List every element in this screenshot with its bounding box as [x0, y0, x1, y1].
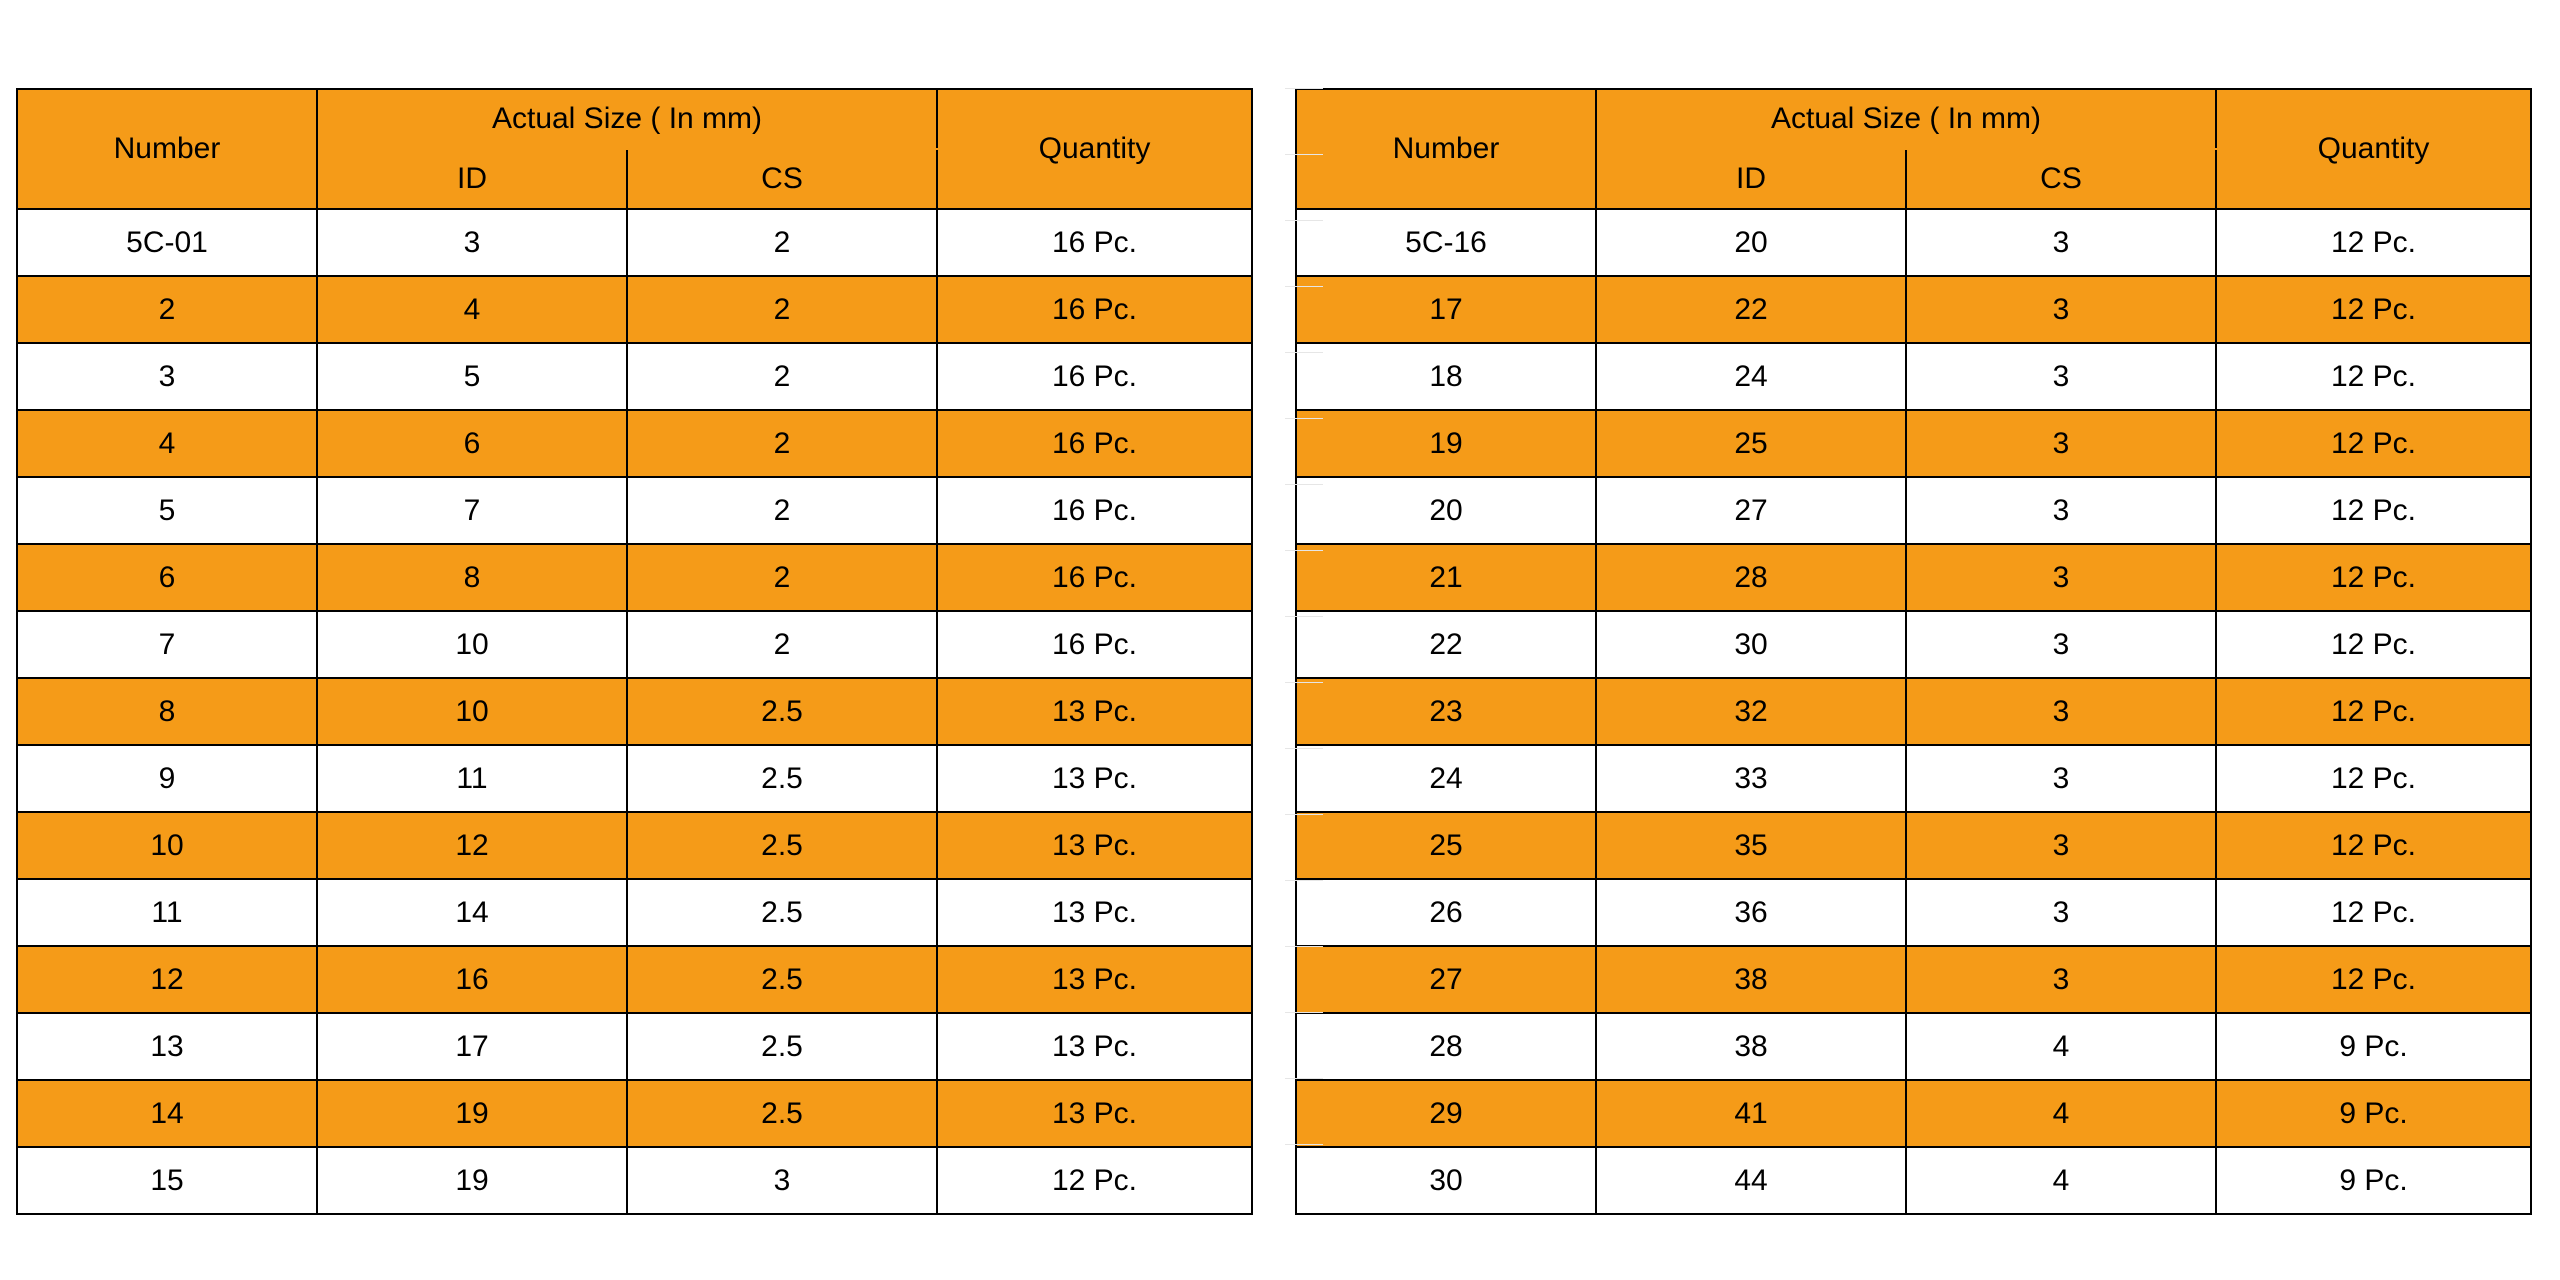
- cell-cs: 3: [1906, 745, 2216, 812]
- cell-quantity: 16 Pc.: [937, 544, 1252, 611]
- table-row: [1296, 745, 2531, 812]
- cell-number: 20: [1296, 477, 1596, 544]
- cell-quantity: 16 Pc.: [937, 611, 1252, 678]
- cell-id: 10: [317, 678, 627, 745]
- cell-id: 24: [1596, 343, 1906, 410]
- table-row: [17, 209, 1252, 276]
- cell-number: 5: [17, 477, 317, 544]
- cell-cs: 3: [1906, 343, 2216, 410]
- cell-id: 36: [1596, 879, 1906, 946]
- cell-cs: 4: [1906, 1013, 2216, 1080]
- header-quantity: Quantity: [937, 89, 1252, 209]
- table-row: [17, 678, 1252, 745]
- size-chart-right: [1295, 88, 2532, 1280]
- cell-quantity: 9 Pc.: [2216, 1013, 2531, 1080]
- cell-number: 25: [1296, 812, 1596, 879]
- cell-number: 11: [17, 879, 317, 946]
- cell-id: 38: [1596, 946, 1906, 1013]
- header-number: Number: [1296, 89, 1596, 209]
- table-row: [17, 276, 1252, 343]
- cell-cs: 3: [627, 1147, 937, 1214]
- table-row: [17, 1080, 1252, 1147]
- cell-id: 7: [317, 477, 627, 544]
- cell-quantity: 12 Pc.: [2216, 812, 2531, 879]
- cell-number: 17: [1296, 276, 1596, 343]
- cell-quantity: 12 Pc.: [2216, 745, 2531, 812]
- table-row: [1296, 678, 2531, 745]
- cell-id: 10: [317, 611, 627, 678]
- cell-number: 30: [1296, 1147, 1596, 1214]
- cell-id: 4: [317, 276, 627, 343]
- cell-cs: 2.5: [627, 678, 937, 745]
- cell-id: 19: [317, 1147, 627, 1214]
- cell-id: 27: [1596, 477, 1906, 544]
- table-row: [17, 611, 1252, 678]
- cell-quantity: 12 Pc.: [2216, 477, 2531, 544]
- table-row: [1296, 611, 2531, 678]
- cell-cs: 3: [1906, 946, 2216, 1013]
- size-table-right: [1295, 88, 2532, 1215]
- cell-number: 13: [17, 1013, 317, 1080]
- cell-id: 16: [317, 946, 627, 1013]
- cell-id: 28: [1596, 544, 1906, 611]
- cell-quantity: 16 Pc.: [937, 276, 1252, 343]
- cell-quantity: 13 Pc.: [937, 946, 1252, 1013]
- cell-number: 19: [1296, 410, 1596, 477]
- cell-cs: 2.5: [627, 946, 937, 1013]
- cell-number: 9: [17, 745, 317, 812]
- cell-number: 2: [17, 276, 317, 343]
- cell-number: 29: [1296, 1080, 1596, 1147]
- table-header-left: [17, 89, 1252, 209]
- cell-cs: 4: [1906, 1080, 2216, 1147]
- table-row: [17, 477, 1252, 544]
- cell-number: 28: [1296, 1013, 1596, 1080]
- table-row: [1296, 209, 2531, 276]
- header-cs: CS: [1906, 149, 2216, 209]
- cell-id: 32: [1596, 678, 1906, 745]
- cell-cs: 2.5: [627, 1080, 937, 1147]
- cell-cs: 2: [627, 611, 937, 678]
- table-row: [17, 410, 1252, 477]
- cell-cs: 3: [1906, 276, 2216, 343]
- cell-quantity: 9 Pc.: [2216, 1080, 2531, 1147]
- table-row: [17, 1147, 1252, 1214]
- cell-quantity: 12 Pc.: [2216, 209, 2531, 276]
- table-row: [1296, 812, 2531, 879]
- header-id: ID: [1596, 149, 1906, 209]
- cell-quantity: 13 Pc.: [937, 745, 1252, 812]
- cell-quantity: 12 Pc.: [2216, 343, 2531, 410]
- table-row: [1296, 879, 2531, 946]
- cell-cs: 3: [1906, 611, 2216, 678]
- cell-number: 22: [1296, 611, 1596, 678]
- header-number: Number: [17, 89, 317, 209]
- table-row: [17, 946, 1252, 1013]
- cell-quantity: 12 Pc.: [2216, 276, 2531, 343]
- cell-id: 11: [317, 745, 627, 812]
- cell-cs: 3: [1906, 812, 2216, 879]
- cell-number: 21: [1296, 544, 1596, 611]
- cell-id: 44: [1596, 1147, 1906, 1214]
- cell-cs: 2.5: [627, 879, 937, 946]
- table-row: [1296, 477, 2531, 544]
- table-row: [17, 343, 1252, 410]
- table-row: [1296, 946, 2531, 1013]
- cell-id: 8: [317, 544, 627, 611]
- cell-quantity: 13 Pc.: [937, 879, 1252, 946]
- cell-quantity: 12 Pc.: [2216, 879, 2531, 946]
- cell-quantity: 12 Pc.: [2216, 544, 2531, 611]
- cell-number: 6: [17, 544, 317, 611]
- cell-cs: 2: [627, 410, 937, 477]
- cell-quantity: 12 Pc.: [2216, 678, 2531, 745]
- cell-quantity: 12 Pc.: [937, 1147, 1252, 1214]
- cell-number: 23: [1296, 678, 1596, 745]
- table-row: [1296, 1080, 2531, 1147]
- cell-number: 5C-01: [17, 209, 317, 276]
- header-actual-size: Actual Size ( In mm): [317, 89, 937, 149]
- cell-id: 3: [317, 209, 627, 276]
- cell-id: 6: [317, 410, 627, 477]
- cell-cs: 2: [627, 544, 937, 611]
- cell-number: 3: [17, 343, 317, 410]
- cell-id: 20: [1596, 209, 1906, 276]
- cell-quantity: 12 Pc.: [2216, 410, 2531, 477]
- table-row: [1296, 276, 2531, 343]
- cell-id: 22: [1596, 276, 1906, 343]
- cell-quantity: 16 Pc.: [937, 209, 1252, 276]
- table-row: [17, 544, 1252, 611]
- header-id: ID: [317, 149, 627, 209]
- header-cs: CS: [627, 149, 937, 209]
- cell-number: 26: [1296, 879, 1596, 946]
- cell-quantity: 16 Pc.: [937, 477, 1252, 544]
- table-row: [1296, 410, 2531, 477]
- cell-cs: 3: [1906, 209, 2216, 276]
- table-body-right: [1296, 209, 2531, 1214]
- cell-cs: 2: [627, 276, 937, 343]
- cell-cs: 2.5: [627, 1013, 937, 1080]
- cell-quantity: 9 Pc.: [2216, 1147, 2531, 1214]
- cell-quantity: 13 Pc.: [937, 1013, 1252, 1080]
- size-chart-left: [16, 88, 1253, 1280]
- cell-id: 12: [317, 812, 627, 879]
- cell-cs: 2: [627, 477, 937, 544]
- cell-id: 25: [1596, 410, 1906, 477]
- header-actual-size: Actual Size ( In mm): [1596, 89, 2216, 149]
- table-row: [17, 745, 1252, 812]
- cell-number: 15: [17, 1147, 317, 1214]
- table-row: [1296, 1013, 2531, 1080]
- table-row: [17, 1013, 1252, 1080]
- cell-number: 18: [1296, 343, 1596, 410]
- cell-id: 41: [1596, 1080, 1906, 1147]
- cell-quantity: 16 Pc.: [937, 343, 1252, 410]
- table-row: [1296, 544, 2531, 611]
- cell-cs: 4: [1906, 1147, 2216, 1214]
- size-table-left: [16, 88, 1253, 1215]
- table-row: [17, 812, 1252, 879]
- cell-id: 33: [1596, 745, 1906, 812]
- cell-id: 35: [1596, 812, 1906, 879]
- cell-cs: 2.5: [627, 812, 937, 879]
- cell-number: 8: [17, 678, 317, 745]
- cell-cs: 3: [1906, 879, 2216, 946]
- cell-id: 19: [317, 1080, 627, 1147]
- table-header-right: [1296, 89, 2531, 209]
- cell-quantity: 13 Pc.: [937, 1080, 1252, 1147]
- cell-id: 17: [317, 1013, 627, 1080]
- cell-cs: 2: [627, 343, 937, 410]
- cell-quantity: 13 Pc.: [937, 812, 1252, 879]
- cell-cs: 3: [1906, 410, 2216, 477]
- cell-quantity: 12 Pc.: [2216, 611, 2531, 678]
- cell-cs: 2.5: [627, 745, 937, 812]
- cell-number: 4: [17, 410, 317, 477]
- cell-quantity: 16 Pc.: [937, 410, 1252, 477]
- cell-number: 14: [17, 1080, 317, 1147]
- cell-quantity: 12 Pc.: [2216, 946, 2531, 1013]
- cell-number: 5C-16: [1296, 209, 1596, 276]
- table-row: [17, 879, 1252, 946]
- table-row: [1296, 1147, 2531, 1214]
- cell-number: 24: [1296, 745, 1596, 812]
- table-row: [1296, 343, 2531, 410]
- cell-cs: 3: [1906, 678, 2216, 745]
- cell-number: 7: [17, 611, 317, 678]
- cell-id: 5: [317, 343, 627, 410]
- cell-cs: 2: [627, 209, 937, 276]
- cell-id: 14: [317, 879, 627, 946]
- header-quantity: Quantity: [2216, 89, 2531, 209]
- cell-number: 10: [17, 812, 317, 879]
- cell-number: 27: [1296, 946, 1596, 1013]
- cell-cs: 3: [1906, 477, 2216, 544]
- cell-quantity: 13 Pc.: [937, 678, 1252, 745]
- cell-id: 38: [1596, 1013, 1906, 1080]
- cell-number: 12: [17, 946, 317, 1013]
- table-body-left: [17, 209, 1252, 1214]
- cell-cs: 3: [1906, 544, 2216, 611]
- cell-id: 30: [1596, 611, 1906, 678]
